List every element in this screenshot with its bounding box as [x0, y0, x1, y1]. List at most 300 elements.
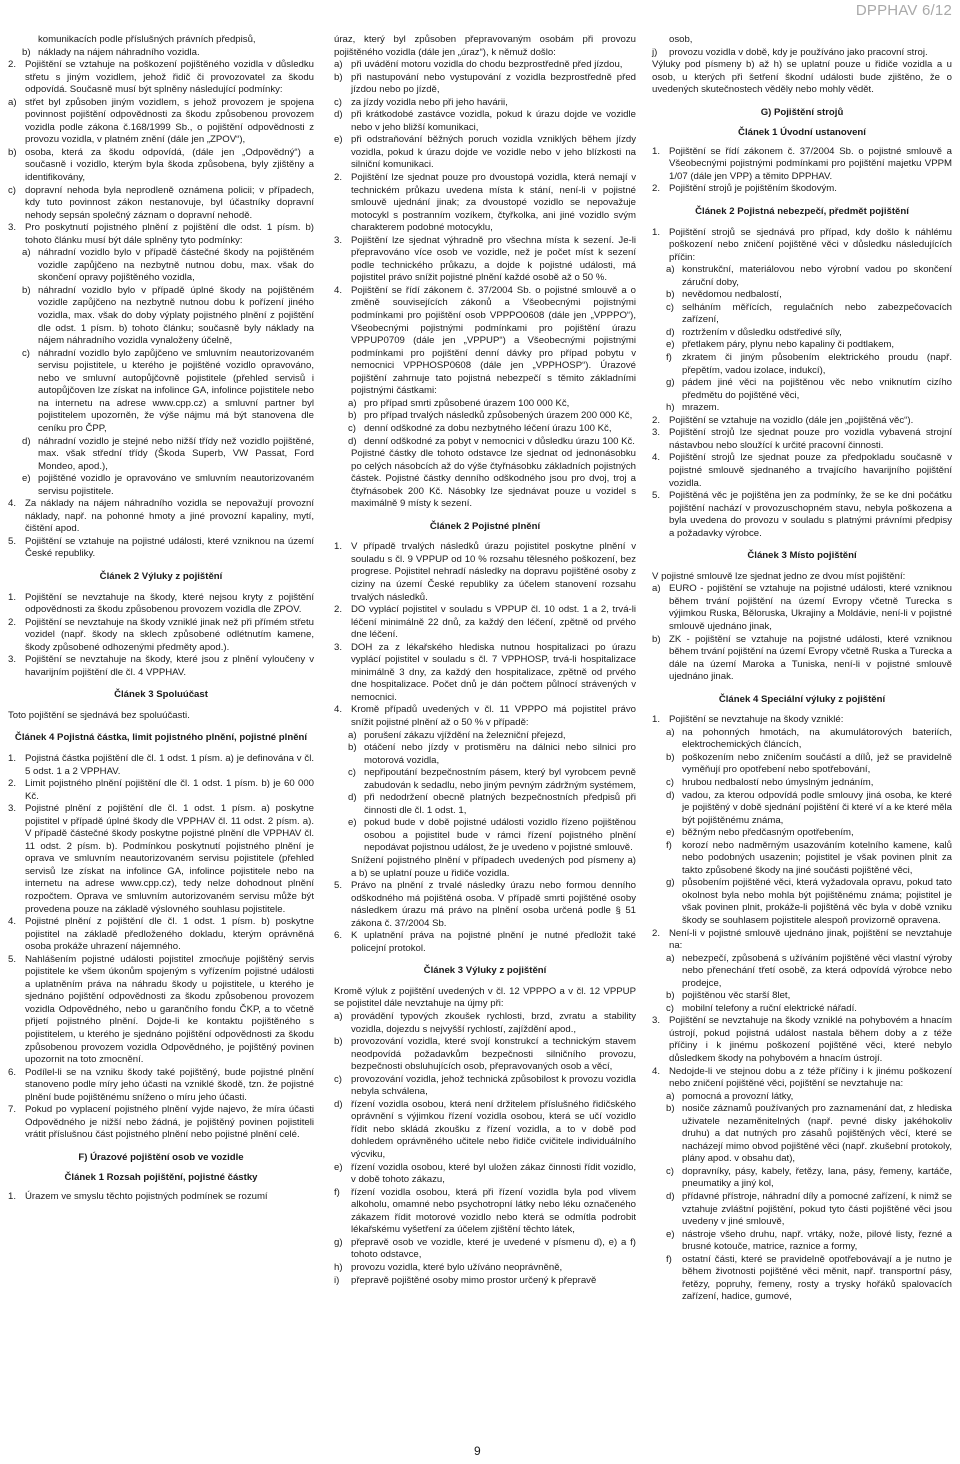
list-item-text: nebezpečí, způsobená s užíváním pojištěné věci vlastní výroby nebo přenechání třetí osobě, za která odpovídá výrobce nebo prodejce,: [682, 952, 952, 989]
list-item: [652, 146, 952, 184]
col2-art2-items: [334, 541, 636, 729]
list-item-text: náhradní vozidlo je stejné nebo nižší třídy než vozidlo pojištěné, max. však střední třídy (Škoda Superb, VW Passat, Ford Mondeo, apod.),: [38, 435, 314, 472]
list-item: [8, 147, 314, 185]
list-item-marker: e): [334, 134, 343, 146]
list-item-text: Není-li v pojistné smlouvě ujednáno jinak, pojištění se nevztahuje na:: [669, 927, 952, 952]
list-item-text: DOH za z lékařského hlediska nutnou hospitalizaci po úrazu vyplácí pojistitel v souladu s čl. 7 VPPHOSP, trvá-li hospitalizace minimálně 3 dny, za každý den hospitalizace, zpětně od prvého dne hospitalizace. Počet dnů je dán počtem půlnocí strávených v nemocnici.: [351, 641, 636, 703]
list-item: [8, 916, 314, 954]
list-item: [652, 452, 952, 490]
article-4-heading: Článek 4 Pojistná částka, limit pojistného plnění, pojistné plnění: [14, 732, 308, 744]
list-item-marker: d): [22, 435, 31, 447]
list-item: [334, 1162, 636, 1187]
list-item: [334, 1099, 636, 1162]
list-item: [8, 348, 314, 436]
list-item-marker: c): [666, 301, 674, 313]
col3-article-3-heading: Článek 3 Místo pojištění: [747, 550, 857, 562]
list-item-text: pojištěnou věc starší 8let,: [682, 990, 791, 1002]
list-item-marker: 5.: [652, 490, 661, 502]
list-item-text: řízení vozidla osobou, které byl uložen zákaz činnosti řídit vozidlo, v době tohoto zákazu,: [351, 1161, 636, 1186]
list-item-text: dopravníky, pásy, kabely, řetězy, lana, pásy, řemeny, kartáče, pneumatiky a jiný kol,: [682, 1165, 952, 1190]
list-item-text: provozu vozidla v době, kdy je používáno jako pracovní stroj.: [669, 46, 928, 58]
list-item: [334, 742, 636, 767]
list-item-marker: 2.: [8, 59, 17, 71]
list-item-marker: c): [348, 767, 356, 779]
list-item-text: provozování vozidla, které svojí konstrukcí a technickým stavem neodpovídá požadavkům bezpečnosti silničního provozu, bezpečnosti obsluhujících osob, přepravovaných osob a věcí,: [351, 1036, 636, 1073]
col3-art2-items-b: [652, 415, 952, 540]
list-item-marker: c): [666, 776, 674, 788]
list-item: [334, 134, 636, 172]
list-item: [652, 1229, 952, 1254]
col3-art4-sub-c: [652, 1091, 952, 1304]
list-item-text: nástroje všeho druhu, např. vrtáky, nože, pilové listy, řezné a brusné kotouče, matrice, raznice a formy,: [682, 1228, 952, 1253]
article-3-heading: Článek 3 Spoluúčast: [114, 689, 208, 701]
col2-article-3-lead: Kromě výluk z pojištění uvedených v čl. 12 VPPPO a v čl. 12 VPPUP se pojistitel dále nevztahuje na újmy při:: [334, 985, 636, 1010]
col3-art1-items: [652, 146, 952, 196]
list-item-marker: 2.: [334, 172, 343, 184]
list-item-marker: 1.: [652, 714, 661, 726]
col3-art4-items-c: [652, 1015, 952, 1090]
list-item-marker: b): [666, 751, 675, 763]
list-item-text: na pohonných hmotách, na akumulátorových bateriích, elektrochemických článcích,: [682, 726, 952, 751]
list-item-text: Pojistná částka pojištění dle čl. 1 odst. 1 písm. a) je definována v čl. 5 odst. 1 a 2 VPPHAV.: [25, 752, 314, 777]
list-item: [8, 47, 314, 60]
list-item: [334, 1187, 636, 1237]
list-item: [334, 97, 636, 110]
list-item-text: přetlakem páry, plynu nebo kapaliny či podtlakem,: [682, 339, 895, 351]
list-item: [8, 803, 314, 916]
list-item: [8, 247, 314, 285]
list-item: [8, 753, 314, 778]
list-item-text: nosiče záznamů používaných pro zaznamenání dat, z hlediska uživatele nezaměnitelných (např. pevné disky jakéhokoliv druhu) a dat nutných pro zásahů pojištěných věcí, které se nacházejí mimo obvod pojištěné věci (např. zkušební protokoly, plány apod. v obsahu dat),: [682, 1103, 952, 1165]
list-item-marker: g): [666, 877, 675, 889]
col2-art2-items-b: [334, 880, 636, 955]
col3-art4-items: [652, 714, 952, 727]
list-item-text: Limit pojistného plnění pojištění dle čl. 1 odst. 1 písm. b) je 60 000 Kč.: [25, 778, 314, 802]
list-item-marker: g): [666, 377, 675, 389]
list-item: [652, 352, 952, 377]
col3-article-1-heading: Článek 1 Úvodní ustanovení: [738, 127, 866, 139]
list-item-text: při uvádění motoru vozidla do chodu bezprostředně před jízdou,: [351, 59, 623, 71]
list-item-text: pro případ trvalých následků způsobených úrazem 200 000 Kč,: [364, 410, 633, 422]
list-item-marker: 3.: [8, 654, 17, 666]
list-item-marker: a): [334, 1011, 343, 1023]
column-2: [334, 34, 636, 1287]
list-item: [334, 172, 636, 235]
list-item-marker: h): [334, 1261, 343, 1273]
list-item: [8, 654, 314, 679]
list-item-marker: h): [666, 402, 675, 414]
list-item-marker: b): [22, 284, 31, 296]
list-item-text: přepravě osob ve vozidle, které je uvedené v písmenu d), e) a f) tohoto odstavce,: [351, 1236, 636, 1261]
list-item-marker: j): [652, 46, 658, 58]
section-g-heading: G) Pojištění strojů: [760, 106, 844, 118]
list-item-marker: a): [652, 583, 661, 595]
list-item-marker: 4.: [8, 498, 17, 510]
list-item-marker: d): [334, 109, 343, 121]
list-item-marker: 3.: [334, 234, 343, 246]
list-item-marker: e): [348, 817, 357, 829]
col3-article-4-heading: Článek 4 Speciální výluky z pojištění: [718, 693, 886, 705]
list-item-text: provozu vozidla, které bylo užíváno neoprávněně,: [351, 1261, 563, 1273]
list-item: [334, 1011, 636, 1036]
col1-art2-items: [8, 592, 314, 680]
list-item: [652, 1103, 952, 1166]
list-item-text: Pojištění strojů se sjednává pro případ, kdy došlo k náhlému poškození nebo zničení pojištěné věci v důsledku následujících příčin:: [669, 226, 952, 263]
list-item-marker: f): [666, 839, 672, 851]
list-item: [334, 285, 636, 398]
list-item: [8, 617, 314, 655]
list-item-marker: 5.: [8, 953, 17, 965]
list-item: [652, 634, 952, 684]
list-item-text: Za náklady na nájem náhradního vozidla se nepovažují provozní náklady, např. na pohonné hmoty a jiné provozní kapaliny, mytí, čištění apod.: [25, 498, 314, 535]
col2-article-3-heading: Článek 3 Výluky z pojištění: [423, 965, 547, 977]
list-item-text: Pro poskytnutí pojistného plnění z pojištění dle odst. 1 písm. b) tohoto článku musí být dále splněny tyto podmínky:: [25, 222, 314, 246]
list-item-text: komunikacích podle příslušných právních předpisů,: [38, 34, 256, 45]
list-item-marker: 1.: [334, 541, 343, 553]
list-item: [652, 583, 952, 633]
list-item-marker: c): [334, 96, 342, 108]
list-item-text: mrazem.: [682, 402, 720, 414]
list-item-text: vadou, za kterou odpovídá podle smlouvy jiná osoba, ke které je pojištěný v době sjednání pojištění či které ví a ke které měla být pojištěnému známa,: [682, 789, 952, 826]
list-item-text: Pojištění strojů lze sjednat pouze za předpokladu současně v pojistné smlouvě sjednaného a trvajícího havarijního pojištění vozidla.: [669, 452, 952, 489]
list-item: [8, 1104, 314, 1142]
list-item-marker: 3.: [652, 1015, 661, 1027]
list-item-marker: 2.: [8, 778, 17, 790]
list-item-text: Pojištění se vztahuje na pojistné události, které vzniknou na území České republiky.: [25, 535, 314, 560]
list-item: [652, 990, 952, 1003]
list-item: [652, 377, 952, 402]
list-item-marker: 3.: [334, 641, 343, 653]
list-item: [652, 777, 952, 790]
section-f-heading: F) Úrazové pojištění osob ve vozidle: [78, 1151, 244, 1163]
list-item-marker: f): [666, 1253, 672, 1265]
list-item-text: pojištěné vozidlo je opravováno ve smluvním neautorizovaném servisu pojistitele.: [38, 473, 314, 497]
list-item-marker: b): [666, 1103, 675, 1115]
list-item: [652, 327, 952, 340]
article-2-heading: Článek 2 Výluky z pojištění: [99, 570, 223, 582]
list-item-text: při nedodržení obecně platných bezpečnostních předpisů při činnosti dle čl. 1 odst. 1,: [364, 792, 636, 816]
list-item-marker: 1.: [8, 1191, 17, 1203]
list-item-marker: d): [348, 435, 357, 447]
list-item-text: pomocná a provozní látky,: [682, 1090, 794, 1102]
list-item-marker: b): [348, 410, 357, 422]
list-item-marker: a): [666, 1090, 675, 1102]
list-item-text: EURO - pojištění se vztahuje na pojistné události, které vzniknou během trvání pojištění na území Evropy včetně Turecka s výjimkou Ruska, Běloruska, Ukrajiny a Moldávie, není-li v pojistné smlouvě ujednáno jinak,: [669, 583, 952, 632]
list-item-marker: b): [348, 742, 357, 754]
document-code: DPPHAV 6/12: [855, 2, 952, 19]
list-item-text: náhradní vozidlo bylo v případě částečné škody na pojištěném vozidle zapůjčeno na nezbytně nutnou dobu, max. však do skončení opravy pojištěného vozidla,: [38, 247, 314, 284]
list-item-marker: a): [8, 96, 17, 108]
list-item: [8, 778, 314, 803]
list-item: [334, 792, 636, 817]
list-item: [652, 840, 952, 878]
list-item-marker: c): [348, 422, 356, 434]
list-item: [652, 402, 952, 415]
list-item-text: osoba, která za škodu odpovídá, (dále jen „Odpovědný“) a současně i vozidlo, kterým byla škoda způsobena, byly zjištěny a identifikovány,: [25, 146, 314, 184]
list-item-text: Nahlášením pojistné události pojistitel zmocňuje pojištěný servis pojistitele ke všem úkonům spojeným s vyřízením pojistné události a uplatněním práva na náhradu škody u pojistitele, u kterého je sjednáno pojištění odpovědnosti za škodu způsobenou provozem vozidla Odpovědného, nebo u garančního fondu ČKP, a to včetně přijetí pojistného plnění. Dojde-li ke kontaktu pojištěného s pojistitelem, u kterého je sjednáno pojištění odpovědnosti za škodu způsobenou provozem vozidla Odpovědného, je pojištěný povinen upozornit na toto zmocnění.: [25, 953, 314, 1066]
list-item: [652, 415, 952, 428]
list-item: [8, 185, 314, 223]
list-item-text: zkratem či jiným působením elektrického proudu (např. přepětím, vadou izolace, indukcí),: [682, 352, 952, 376]
list-item: [334, 423, 636, 436]
list-item: [334, 410, 636, 423]
list-item-text: Pojištění strojů lze sjednat pouze pro vozidla vybavená strojní nástavbou nebo sloužící k určité pracovní činnosti.: [669, 427, 952, 451]
list-item-text: mobilní telefony a ruční elektrické nářadí.: [682, 1002, 857, 1014]
list-item: [652, 264, 952, 289]
list-item-text: za jízdy vozidla nebo při jeho havárii,: [351, 96, 508, 108]
list-item-text: běžným nebo předčasným opotřebením,: [682, 827, 854, 839]
list-item-text: Pojištění se nevztahuje na škody, které nejsou kryty z pojištění odpovědnosti za škodu způsobenou provozem vozidla dle ZPOV.: [25, 591, 314, 616]
list-item-text: Pojištění strojů je pojištěním škodovým.: [669, 183, 837, 195]
list-item-text: přídavné přístroje, náhradní díly a pomocné zařízení, k nimž se vztahuje zvláštní pojištění, pokud tyto části pojištěné věci jsou uvedeny v jiné smlouvě,: [682, 1191, 952, 1228]
list-item-marker: 2.: [652, 183, 661, 195]
list-item: [8, 498, 314, 536]
list-item-marker: e): [334, 1161, 343, 1173]
list-item-text: náhradní vozidlo bylo v případě úplné škody na pojištěném vozidle zapůjčeno na nezbytně nutnou dobu k pořízení jiného vozidla, max. však do doby výplaty pojistného plnění z pojištění dle odst. 1 písm. b) tohoto článku; současně byly náklady na nájem náhradního vozidla vynaloženy účelně,: [38, 284, 314, 347]
list-item: [652, 877, 952, 927]
list-item: [334, 604, 636, 642]
list-item-text: Pojištění se vztahuje na vozidlo (dále jen „pojištěná věc“).: [669, 414, 914, 426]
list-item-text: otáčení nebo jízdy v protisměru na dálnici nebo silnici pro motorová vozidla,: [364, 742, 636, 766]
list-item: [334, 930, 636, 955]
list-item-text: náhradní vozidlo bylo zapůjčeno ve smluvním neautorizovaném servisu pojistitele, u kterého je pojištěné vozidlo opravováno, nebo ve smluvní autopůjčovně pojistitele (přehled servisů i autopůjčoven lze získat na infolince GA, infolince pojistitele nebo na internetu na adrese www.cpp.cz) a smluvní partner byl pojistitelem upozorněn, že výše nájmu má být stanovena dle ceníku pro ČPP,: [38, 347, 314, 434]
col2-cover-items: [334, 398, 636, 448]
col2-para-1: Pojistné částky dle tohoto odstavce lze sjednat od jednonásobku po celých násobcích až do výše čtyřnásobku základních pojistných částek. Pojistné částky denního odškodného jsou pro dvoj, troj a čtyřnásobek 200 Kč. Násobky lze sjednávat pouze u vozidel s maximálně 9 místy k sezení.: [351, 448, 636, 510]
list-item-text: porušení zákazu vjíždění na železniční přejezd,: [364, 729, 566, 741]
list-item-marker: d): [666, 789, 675, 801]
list-item: [652, 1091, 952, 1104]
list-item-text: nepřipoutání bezpečnostním pásem, který byl vyrobcem pevně zabudován k sedadlu, nebo jiným pevným zádržným systémem,: [364, 767, 636, 791]
list-item: [334, 109, 636, 134]
list-item-text: střet byl způsoben jiným vozidlem, s jehož provozem je spojena povinnost pojištění odpovědnosti za škodu způsobenou provozem vozidla podle zákona č.168/1999 Sb., o pojištění odpovědnosti z provozu vozidla, v platném znění (dále jen „ZPOV“),: [25, 96, 314, 146]
list-item-text: Pojištěná věc je pojištěna jen za podmínky, že se ke dni počátku pojištění nachází v provozuschopném stavu, nebyla poškozena a byla uvedena do provozu v souladu s platnými právními předpisy a požadavky výrobce.: [669, 490, 952, 539]
list-item-marker: 2.: [652, 414, 661, 426]
list-item: [652, 34, 952, 47]
list-item: [334, 730, 636, 743]
section-f-article-1-heading: Článek 1 Rozsah pojištění, pojistné částky: [64, 1172, 258, 1184]
list-item-marker: b): [666, 289, 675, 301]
list-item-marker: 5.: [334, 880, 343, 892]
list-item: [334, 1275, 636, 1288]
injury-definition-text: úraz, který byl způsoben přepravovaným osobám při provozu pojištěného vozidla (dále jen „úraz“), k němuž došlo:: [334, 34, 636, 58]
list-item-text: K uplatnění práva na pojistné plnění je nutné předložit také policejní protokol.: [351, 930, 636, 954]
list-item: [652, 1166, 952, 1191]
list-item-marker: a): [348, 397, 357, 409]
list-item-text: Pojištění se vztahuje na poškození pojištěného vozidla v důsledku střetu s jiným vozidlem, jehož řidič či provozovatel za škodu odpovídá. Současně musí být splněny následující podmínky:: [25, 59, 314, 96]
page-number: 9: [474, 1444, 481, 1458]
list-item: [334, 767, 636, 792]
column-3: [652, 34, 952, 1304]
list-item-text: provádění typových zkoušek rychlosti, brzd, zvratu a stability vozidla, dojezdu s nejvyšší rychlostí, zajíždění apod.,: [351, 1011, 636, 1035]
list-item: [652, 1015, 952, 1065]
list-item-text: při odstraňování běžných poruch vozidla vzniklých během jízdy vozidla, pokud k úrazu dojde ve vozidle nebo v jeho blízkosti na silniční komunikaci.: [351, 134, 636, 171]
list-item-marker: 7.: [8, 1104, 17, 1116]
list-item-marker: 1.: [8, 591, 17, 603]
list-item-marker: e): [666, 339, 675, 351]
list-item-marker: 1.: [8, 752, 17, 764]
list-item-text: přepravě pojištěné osoby mimo prostor určený k přepravě: [351, 1274, 597, 1286]
list-item-text: pro případ smrti způsobené úrazem 100 000 Kč,: [364, 397, 570, 409]
list-item: [334, 436, 636, 449]
list-item-text: nevědomou nedbalostí,: [682, 289, 782, 301]
list-item: [334, 642, 636, 705]
col2-para-2: Snížení pojistného plnění v případech uvedených pod písmeny a) a b) se uplatní pouze u řidiče vozidla.: [351, 855, 636, 879]
list-item: [652, 289, 952, 302]
list-item-text: denní odškodné za pobyt v nemocnici v důsledku úrazu 100 Kč.: [364, 435, 635, 447]
list-item-text: Podílel-li se na vzniku škody také pojištěný, bude pojistné plnění stanoveno podle míry jeho účasti na vzniklé škodě, tzn. že pojistné plnění bude pojištěnému sníženo o míru jeho účasti.: [25, 1066, 314, 1103]
list-item-marker: c): [666, 1002, 674, 1014]
list-item-marker: 1.: [652, 145, 661, 157]
list-item-text: hrubou nedbalostí nebo úmyslným jednáním,: [682, 776, 874, 788]
list-item-marker: 3.: [652, 427, 661, 439]
col1-art4-items: [8, 753, 314, 1142]
col2-lead-items: [334, 59, 636, 172]
list-item: [652, 727, 952, 752]
list-item-marker: 4.: [652, 1065, 661, 1077]
list-item: [8, 222, 314, 247]
list-item-text: osob,: [669, 34, 693, 45]
list-item-text: Nedojde-li ve stejnou dobu a z téže příčiny i k jinému poškození nebo zničení pojištěné věci, pojištění se nevztahuje na:: [669, 1065, 952, 1090]
list-item-marker: b): [334, 1036, 343, 1048]
list-item: [652, 47, 952, 60]
list-item-marker: 3.: [8, 803, 17, 815]
list-item-marker: b): [666, 990, 675, 1002]
list-item-text: Pojištění se nevztahuje na škody vzniklé jinak než při přímém střetu vozidel (např. škody na sklech způsobené odlétnutím kamene, škody způsobené odhozenými předměty apod.).: [25, 616, 314, 653]
list-item-text: Právo na plnění z trvalé následky úrazu nebo formou denního odškodného má pojištěná osoba. V případě smrti pojištěné osoby následkem úrazu má právo na plnění osoba určená podle § 51 zákona č. 37/2004 Sb.: [351, 880, 636, 929]
col3-art3-items: [652, 583, 952, 683]
list-item: [8, 285, 314, 348]
list-item-marker: c): [8, 184, 16, 196]
list-item: [8, 536, 314, 561]
col3-art4-sub-b: [652, 953, 952, 1016]
list-item-text: pokud bude v době pojistné události vozidlo řízeno pojištěnou osobou a pojistitel bude v rámci řízení pojistného plnění nepodávat pojistnou událost, že je uvedeno v pojistné smlouvě.: [364, 817, 636, 854]
list-item: [652, 427, 952, 452]
list-item-text: selháním měřících, regulačních nebo zabezpečovacích zařízení,: [682, 301, 952, 326]
list-item-text: Pojištění se nevztahuje na škody, které jsou z plnění vyloučeny v havarijním pojištění dle čl. 4 VPPHAV.: [25, 654, 314, 678]
list-item: [334, 72, 636, 97]
col2-items: [334, 172, 636, 398]
list-item: [8, 436, 314, 474]
list-item-text: korozí nebo nadměrným usazováním kotelního kamene, kalů nebo podobných usazenin; pojistitel je však povinen plnit za takto způsobené škody na jiné součásti pojištěné věci,: [682, 839, 952, 876]
list-item: [652, 790, 952, 828]
list-item: [8, 59, 314, 97]
column-1: [8, 34, 314, 1204]
list-item-marker: a): [348, 729, 357, 741]
list-item: [652, 1003, 952, 1016]
col2-article-2-heading: Článek 2 Pojistné plnění: [429, 520, 541, 532]
list-item: [334, 880, 636, 930]
list-item-text: při nastupování nebo vystupování z vozidla bezprostředně před jízdou nebo po jízdě,: [351, 71, 636, 96]
col3-art2-items: [652, 227, 952, 265]
list-item: [334, 1262, 636, 1275]
list-item-marker: b): [334, 71, 343, 83]
list-item-marker: a): [334, 59, 343, 71]
list-item-text: V případě trvalých následků úrazu pojistitel poskytne plnění v souladu s čl. 9 VPPUP od 10 % rozsahu tělesného poškození, bez progrese. Pojistitel nehradí následky na dopravu pojištěné osoby z ciziny na území České republiky za účelem stanovení rozsahu trvalých následků.: [351, 541, 636, 603]
list-item-marker: 2.: [8, 616, 17, 628]
list-item-text: DO vyplácí pojistitel v souladu s VPPUP čl. 10 odst. 1 a 2, trvá-li léčení minimálně 22 dnů, za každý den léčení, zpětně od prvého dne léčení.: [351, 604, 636, 641]
list-item: [652, 1254, 952, 1304]
list-item-marker: 3.: [8, 222, 17, 234]
col3-article-2-heading: Článek 2 Pojistná nebezpečí, předmět pojištění: [695, 206, 909, 218]
list-item-marker: b): [652, 633, 661, 645]
list-item-marker: 2.: [652, 927, 661, 939]
col2-art2-sub: [334, 730, 636, 855]
list-item: [652, 339, 952, 352]
list-item-marker: b): [8, 146, 17, 158]
list-item-text: Pojištění se nevztahuje na škody vzniklé na pohybovém a hnacím ústrojí, pokud pojistná událost nastala během doby a z téže příčiny i k jinému poškození pojištěné věci, které nebylo důsledkem škody na pohybovém a hnacím ústrojí.: [669, 1015, 952, 1065]
list-item-text: poškozením nebo zničením součástí a dílů, jež se pravidelně vyměňují pro opotřebení nebo spotřebování,: [682, 751, 952, 776]
list-item: [334, 817, 636, 855]
col2-art3-items: [334, 1011, 636, 1287]
list-item: [8, 592, 314, 617]
list-item-marker: f): [666, 352, 672, 364]
col3-top-items: [652, 34, 952, 59]
list-item-marker: d): [348, 792, 357, 804]
list-item: [652, 752, 952, 777]
list-item-marker: d): [334, 1098, 343, 1110]
list-item: [652, 183, 952, 196]
list-item-text: řízení vozidla osobou, která není držitelem příslušného řidičského oprávnění s výjimkou řízení vozidla osobou, která se učí vozidlo řídit nebo skládá zkoušku z řízení vozidla, a to v době pod dohledem oprávněného učitele nebo řidiče cvičitele individuálního výcviku,: [351, 1098, 636, 1161]
col1-top-items: [8, 34, 314, 561]
list-item: [8, 1067, 314, 1105]
article-3-text: Toto pojištění se sjednává bez spoluúčasti.: [8, 709, 190, 721]
list-item-text: dopravní nehoda byla neprodleně oznámena policii; v případech, kdy tuto povinnost zákon nestanovuje, byl účastníky dopravní nehody sepsán společný záznam o dopravní nehodě.: [25, 184, 314, 221]
list-item: [652, 227, 952, 265]
list-item: [8, 1191, 314, 1204]
list-item-text: působením pojištěné věci, která vyžadovala opravu, pokud tato okolnost byla nebo mohla být pojištěnému známa; pojistitel je však povinen plnit, prokáže-li pojištěná věc byla v době vzniku škody se souhlasem pojistitele alespoň provizorně opravena.: [682, 877, 952, 926]
list-item: [334, 235, 636, 285]
list-item-text: Pojištění lze sjednat pouze pro dvoustopá vozidla, která nemají v technickém průkazu uvedena místa k stání, není-li v pojistné smlouvě ujednání jinak; za dvoustopé vozidlo se nepovažuje motocykl s postranním vozíkem, čtyřkolka, ani jiné vozidlo svým charakterem podobné motocyklu,: [351, 172, 636, 234]
list-item-text: Pojištění se nevztahuje na škody vzniklé:: [669, 714, 844, 726]
list-item: [8, 97, 314, 147]
list-item-marker: e): [22, 473, 31, 485]
list-item: [8, 954, 314, 1067]
list-item: [652, 953, 952, 991]
list-item-marker: 4.: [8, 916, 17, 928]
list-item-marker: i): [334, 1274, 340, 1286]
list-item: [334, 1074, 636, 1099]
list-item-marker: b): [22, 46, 31, 58]
list-item-text: Pojištění se řídí zákonem č. 37/2004 Sb. o pojistné smlouvě a o změně souvisejících zákonů a Všeobecnými pojistnými podmínkami pro pojištění osob VPPPO0608 (dále jen „VPPPO“), Všeobecnými pojistnými podmínkami pro pojištění úrazu VPPUP0709 (dále jen „VPPUP“) a Všeobecnými pojistnými podmínkami pro pojištění denní dávky pro případ pobytu v nemocnici VPPHOSP0608 (dále jen „VPPHOSP“). Úrazové pojištění zahrnuje tato pojistná nebezpečí s těmito základními pojistnými částkami:: [351, 284, 636, 397]
list-item: [652, 827, 952, 840]
list-item-marker: 5.: [8, 535, 17, 547]
list-item-marker: a): [666, 264, 675, 276]
list-item-text: roztržením v důsledku odstředivé síly,: [682, 326, 842, 338]
list-item-marker: d): [666, 326, 675, 338]
list-item: [334, 541, 636, 604]
list-item: [652, 1191, 952, 1229]
list-item-marker: 4.: [334, 284, 343, 296]
list-item-text: Pojištění lze sjednat výhradně pro všechna místa k sezení. Je-li přepravováno více osob ve vozidle, než je počet míst k sezení podle technického průkazu, a dojde k pojistné události, má pojistitel právo snížit pojistné plnění každé osobě až o 50 %.: [351, 234, 636, 284]
list-item: [334, 704, 636, 729]
list-item-text: Pojištění se řídí zákonem č. 37/2004 Sb. o pojistné smlouvě a Všeobecnými pojistnými podmínkami pro pojištění majetku VPPM 1/07 (dále jen VPP) a těmito DPPHAV.: [669, 145, 952, 182]
col3-art4-sub: [652, 727, 952, 928]
list-item-text: řízení vozidla osobou, která při řízení vozidla byla pod vlivem alkoholu, omamné nebo psychotropní látky nebo léku označeného zákazem řídit motorové vozidlo nebo která se odmítla podrobit lékařskému vyšetření za účelem zjištění těchto látek,: [351, 1186, 636, 1236]
list-item-marker: g): [334, 1236, 343, 1248]
col3-art2-sub: [652, 264, 952, 415]
col3-para-1: Výluky pod písmeny b) až h) se uplatní pouze u řidiče vozidla a u osob, u kterých při šetření škodní události bude zjištěno, že o uvedených skutečnostech věděly nebo mohly vědět.: [652, 59, 952, 96]
list-item-text: Pokud po vyplacení pojistného plnění vyjde najevo, že míra účasti Odpovědného je nižší nebo žádná, je pojištěný povinen pojistiteli vrátit příslušnou část pojistného plnění nebo pojistné plnění celé.: [25, 1104, 314, 1141]
list-item-marker: 6.: [8, 1066, 17, 1078]
list-item: [334, 1237, 636, 1262]
col1-artF1-items: [8, 1191, 314, 1204]
list-item-marker: 4.: [334, 704, 343, 716]
list-item-marker: a): [22, 247, 31, 259]
list-item-marker: a): [666, 726, 675, 738]
list-item: [652, 302, 952, 327]
list-item-marker: 2.: [334, 604, 343, 616]
list-item-marker: 1.: [652, 226, 661, 238]
